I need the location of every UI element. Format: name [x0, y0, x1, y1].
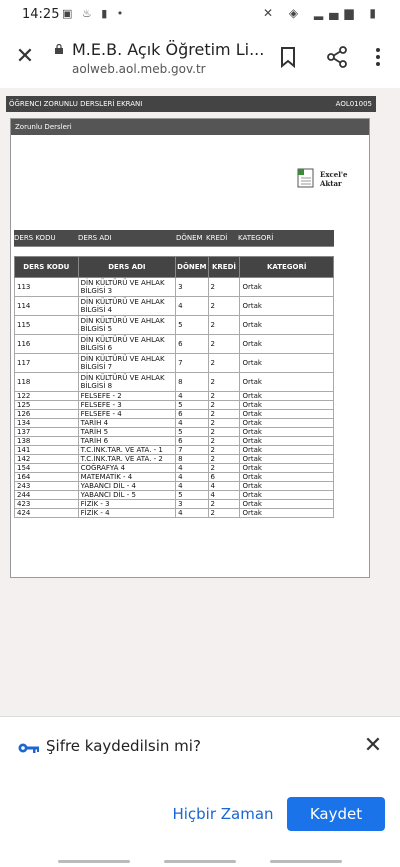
screen-code: AOL01005: [335, 100, 372, 108]
cell-category: Ortak: [240, 446, 334, 455]
table-row: [15, 446, 334, 455]
cell-term: 6: [176, 437, 208, 446]
table-row: [15, 464, 334, 473]
cell-term: 5: [176, 401, 208, 410]
cell-term: 4: [176, 419, 208, 428]
cell-name: YABANCI DİL - 4: [78, 482, 176, 491]
cell-credit: 2: [208, 509, 240, 518]
table-row: [15, 392, 334, 401]
cell-code: 118: [15, 373, 79, 392]
cell-code: 423: [15, 500, 79, 509]
cell-term: 4: [176, 509, 208, 518]
cell-code: 126: [15, 410, 79, 419]
cell-credit: 2: [208, 373, 240, 392]
cell-term: 5: [176, 316, 208, 335]
cell-category: Ortak: [240, 428, 334, 437]
cell-code: 116: [15, 335, 79, 354]
cell-category: Ortak: [240, 392, 334, 401]
cell-name: MATEMATİK - 4: [78, 473, 176, 482]
cell-name: FELSEFE - 2: [78, 392, 176, 401]
cell-name: DİN KÜLTÜRÜ VE AHLAK BİLGİSİ 7: [78, 354, 176, 373]
table-row: [15, 428, 334, 437]
cell-credit: 2: [208, 410, 240, 419]
close-icon[interactable]: ✕: [15, 44, 35, 69]
cell-name: T.C.İNK.TAR. VE ATA. - 2: [78, 455, 176, 464]
cell-category: Ortak: [240, 401, 334, 410]
cell-credit: 2: [208, 428, 240, 437]
cell-credit: 2: [208, 335, 240, 354]
page-title: M.E.B. Açık Öğretim Li...: [72, 40, 265, 59]
cell-credit: 6: [208, 473, 240, 482]
courses-table: [14, 256, 334, 518]
cell-code: 114: [15, 297, 79, 316]
notification-icons: ▣ ♨ ▮ •: [62, 7, 127, 20]
table-row: [15, 419, 334, 428]
cell-code: 117: [15, 354, 79, 373]
table-row: [15, 437, 334, 446]
cell-credit: 2: [208, 455, 240, 464]
excel-export-link[interactable]: [320, 170, 347, 188]
close-icon[interactable]: ✕: [363, 733, 383, 758]
table-row: [15, 354, 334, 373]
cell-term: 3: [176, 278, 208, 297]
excel-label-1: Excel'e: [320, 170, 348, 179]
cell-name: TARİH 4: [78, 419, 176, 428]
cell-name: T.C.İNK.TAR. VE ATA. - 1: [78, 446, 176, 455]
save-password-dialog: [0, 716, 400, 867]
cell-credit: 2: [208, 392, 240, 401]
table-row: [15, 509, 334, 518]
cell-name: FELSEFE - 3: [78, 401, 176, 410]
cell-credit: 2: [208, 401, 240, 410]
cell-name: YABANCI DİL - 5: [78, 491, 176, 500]
cell-credit: 2: [208, 278, 240, 297]
cell-code: 154: [15, 464, 79, 473]
nav-pill[interactable]: [270, 860, 342, 863]
screen-title: ÖĞRENCI ZORUNLU DERSLERİ EKRANI: [9, 100, 143, 108]
cell-name: DİN KÜLTÜRÜ VE AHLAK BİLGİSİ 5: [78, 316, 176, 335]
cell-credit: 2: [208, 437, 240, 446]
cell-name: FİZİK - 4: [78, 509, 176, 518]
cell-code: 125: [15, 401, 79, 410]
cell-term: 6: [176, 335, 208, 354]
cell-category: Ortak: [240, 316, 334, 335]
cell-category: Ortak: [240, 419, 334, 428]
cell-term: 4: [176, 482, 208, 491]
cell-category: Ortak: [240, 410, 334, 419]
cell-code: 122: [15, 392, 79, 401]
nav-pill[interactable]: [58, 860, 130, 863]
page-url[interactable]: aolweb.aol.meb.gov.tr: [72, 62, 206, 76]
cell-name: DİN KÜLTÜRÜ VE AHLAK BİLGİSİ 3: [78, 278, 176, 297]
web-content[interactable]: [0, 88, 400, 716]
col-code-label: DERS KODU: [14, 234, 56, 242]
cell-credit: 4: [208, 482, 240, 491]
cell-term: 4: [176, 297, 208, 316]
cell-name: DİN KÜLTÜRÜ VE AHLAK BİLGİSİ 8: [78, 373, 176, 392]
col-credit-label: KREDİ: [206, 234, 228, 242]
cell-credit: 2: [208, 297, 240, 316]
cell-category: Ortak: [240, 509, 334, 518]
column-header-bar: [14, 230, 334, 247]
cell-code: 243: [15, 482, 79, 491]
cell-term: 7: [176, 354, 208, 373]
cell-term: 8: [176, 455, 208, 464]
never-button[interactable]: Hiçbir Zaman: [172, 805, 274, 823]
cell-code: 424: [15, 509, 79, 518]
th-term[interactable]: DÖNEM: [176, 257, 208, 278]
dialog-title: Şifre kaydedilsin mi?: [46, 737, 201, 755]
table-row: [15, 316, 334, 335]
cell-code: 137: [15, 428, 79, 437]
cell-credit: 2: [208, 316, 240, 335]
table-row: [15, 455, 334, 464]
cell-term: 4: [176, 473, 208, 482]
table-row: [15, 473, 334, 482]
cell-category: Ortak: [240, 500, 334, 509]
share-icon[interactable]: [326, 46, 348, 68]
cell-code: 164: [15, 473, 79, 482]
table-row: [15, 410, 334, 419]
table-row: [15, 401, 334, 410]
browser-toolbar: [0, 32, 400, 89]
cell-code: 115: [15, 316, 79, 335]
cell-term: 5: [176, 428, 208, 437]
th-category[interactable]: KATEGORİ: [240, 257, 334, 278]
table-row: [15, 373, 334, 392]
cell-name: TARİH 6: [78, 437, 176, 446]
status-bar: [0, 0, 400, 32]
table-row: [15, 335, 334, 354]
cell-name: FELSEFE - 4: [78, 410, 176, 419]
cell-code: 113: [15, 278, 79, 297]
key-icon: [18, 741, 40, 755]
cell-category: Ortak: [240, 473, 334, 482]
table-row: [15, 278, 334, 297]
status-time: 14:25: [22, 7, 60, 22]
excel-icon[interactable]: [296, 168, 316, 188]
nav-pill[interactable]: [164, 860, 236, 863]
cell-term: 6: [176, 410, 208, 419]
cell-credit: 4: [208, 491, 240, 500]
system-icons: ✕ ◈ ▂▄▆ ▮: [262, 6, 382, 20]
th-code[interactable]: DERS KODU: [15, 257, 79, 278]
cell-category: Ortak: [240, 373, 334, 392]
cell-credit: 2: [208, 500, 240, 509]
cell-code: 138: [15, 437, 79, 446]
cell-credit: 2: [208, 419, 240, 428]
table-row: [15, 297, 334, 316]
cell-code: 134: [15, 419, 79, 428]
cell-category: Ortak: [240, 491, 334, 500]
table-row: [15, 500, 334, 509]
save-button[interactable]: Kaydet: [287, 797, 385, 831]
cell-code: 244: [15, 491, 79, 500]
table-row: [15, 482, 334, 491]
cell-term: 4: [176, 392, 208, 401]
col-name-label: DERS ADI: [78, 234, 112, 242]
col-category-label: KATEGORİ: [238, 234, 274, 242]
lock-icon: [54, 44, 64, 54]
col-term-label: DÖNEM: [176, 234, 203, 242]
cell-credit: 2: [208, 446, 240, 455]
cell-term: 3: [176, 500, 208, 509]
cell-category: Ortak: [240, 437, 334, 446]
table-row: [15, 491, 334, 500]
cell-name: DİN KÜLTÜRÜ VE AHLAK BİLGİSİ 6: [78, 335, 176, 354]
cell-code: 141: [15, 446, 79, 455]
cell-term: 4: [176, 464, 208, 473]
screen-header: [6, 96, 376, 112]
cell-term: 8: [176, 373, 208, 392]
cell-category: Ortak: [240, 464, 334, 473]
excel-label-2: Aktar: [320, 179, 342, 188]
cell-category: Ortak: [240, 482, 334, 491]
cell-category: Ortak: [240, 297, 334, 316]
th-name[interactable]: DERS ADI: [78, 257, 176, 278]
cell-credit: 2: [208, 354, 240, 373]
cell-category: Ortak: [240, 335, 334, 354]
cell-category: Ortak: [240, 354, 334, 373]
more-options-icon[interactable]: [368, 46, 388, 68]
cell-credit: 2: [208, 464, 240, 473]
cell-term: 7: [176, 446, 208, 455]
cell-name: FİZİK - 3: [78, 500, 176, 509]
panel-title: Zorunlu Dersleri: [11, 119, 369, 135]
table-header-row: [15, 257, 334, 278]
cell-category: Ortak: [240, 278, 334, 297]
cell-name: COĞRAFYA 4: [78, 464, 176, 473]
cell-category: Ortak: [240, 455, 334, 464]
cell-name: TARİH 5: [78, 428, 176, 437]
bookmark-icon[interactable]: [278, 46, 298, 68]
th-credit[interactable]: KREDİ: [208, 257, 240, 278]
cell-name: DİN KÜLTÜRÜ VE AHLAK BİLGİSİ 4: [78, 297, 176, 316]
cell-term: 5: [176, 491, 208, 500]
cell-code: 142: [15, 455, 79, 464]
